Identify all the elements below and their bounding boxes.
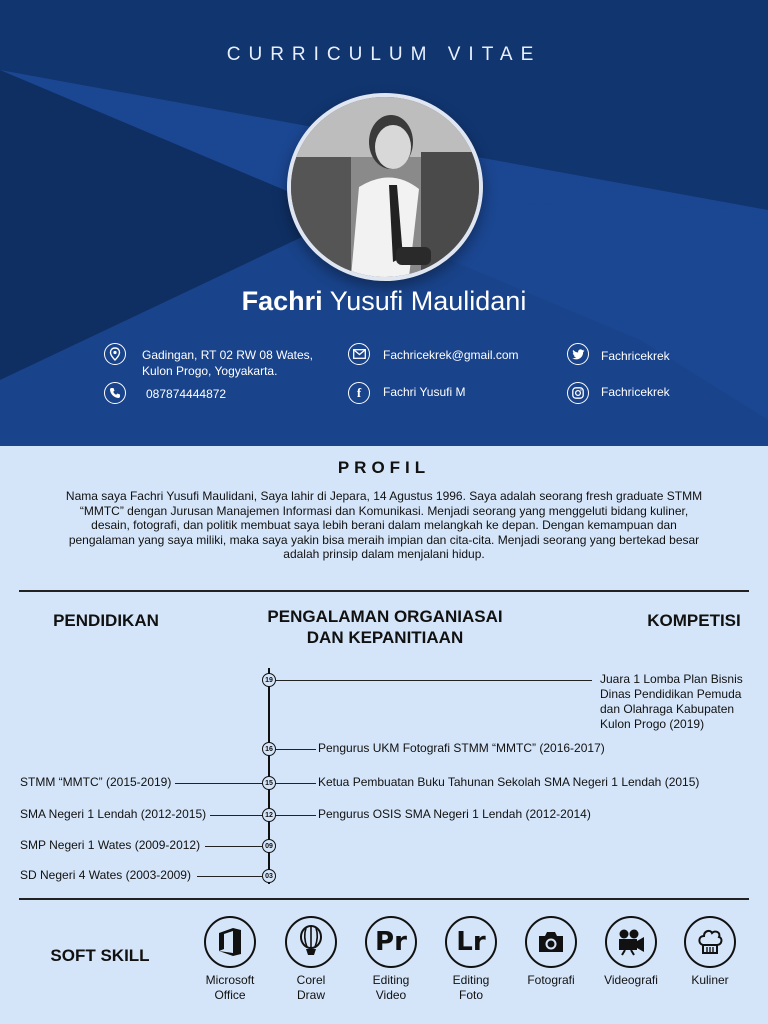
first-name: Fachri (241, 286, 323, 316)
skill-label-line-2: Foto (458, 988, 483, 1002)
timeline-connector (197, 876, 262, 877)
skill-label-line-1: Microsoft (205, 973, 255, 987)
microsoft-office-icon (204, 916, 256, 968)
twitter-handle[interactable]: Fachricekrek (601, 349, 670, 363)
pengalaman-heading (240, 606, 530, 648)
skill-item (511, 916, 591, 988)
timeline-connector (175, 783, 262, 784)
premiere-glyph: Pr (375, 926, 407, 957)
pendidikan-item: SMP Negeri 1 Wates (2009-2012) (20, 838, 201, 852)
full-name (0, 286, 768, 317)
profil-text: Nama saya Fachri Yusufi Maulidani, Saya lahir di Jepara, 14 Agustus 1996. Saya adalah seorang fresh graduate STMM “MMTC” dengan Jurusan Manajemen Informasi dan Komunikasi. Menjadi seorang yang menggeluti bidang kuliner, desain, fotografi, dan politik membuat saya lebih berani dalam melangkah ke depan. Dengan kemampuan dan pengalaman yang saya miliki, maka saya yakin bisa meraih impian dan cita-cita. Menjadi seorang yang bertekad besar adalah prinsip dalam menjalani hidup. (65, 489, 703, 562)
camera-icon (525, 916, 577, 968)
timeline-node: 16 (262, 742, 276, 756)
skill-item (351, 916, 431, 1003)
instagram-icon (567, 382, 589, 404)
timeline-node: 03 (262, 869, 276, 883)
timeline-connector (276, 783, 316, 784)
pengalaman-item: Ketua Pembuatan Buku Tahunan Sekolah SMA Negeri 1 Lendah (2015) (318, 775, 700, 789)
skill-label-line-2: Draw (296, 988, 325, 1002)
instagram-handle[interactable]: Fachricekrek (601, 385, 670, 399)
kompetisi-line: Kulon Progo (2019) (600, 717, 705, 731)
profile-photo (287, 93, 483, 281)
kompetisi-heading: KOMPETISI (647, 611, 741, 630)
profil-heading: PROFIL (337, 458, 431, 477)
soft-skill-heading: SOFT SKILL (50, 946, 150, 965)
skill-label-line-1: Fotografi (527, 973, 575, 987)
skill-label-line-1: Editing (452, 973, 490, 987)
last-name: Yusufi Maulidani (329, 286, 527, 316)
skill-label-line-2: Office (214, 988, 246, 1002)
twitter-icon (567, 343, 589, 365)
location-icon (104, 343, 126, 365)
kompetisi-line: dan Olahraga Kabupaten (600, 702, 735, 716)
chef-hat-icon (684, 916, 736, 968)
header-banner (0, 0, 768, 446)
pengalaman-heading-line-1: PENGALAMAN ORGANIASAI (267, 607, 503, 626)
phone-icon (104, 382, 126, 404)
timeline-connector (276, 749, 316, 750)
pendidikan-heading: PENDIDIKAN (53, 611, 159, 630)
address (142, 347, 313, 379)
cv-title: CURRICULUM VITAE (226, 44, 542, 65)
corel-draw-icon (285, 916, 337, 968)
skill-item (591, 916, 671, 988)
divider-bottom (19, 898, 749, 900)
skill-label-line-1: Corel (296, 973, 326, 987)
address-line-1: Gadingan, RT 02 RW 08 Wates, (142, 348, 313, 362)
email-icon (348, 343, 370, 365)
pengalaman-heading-line-2: DAN KEPANITIAAN (306, 628, 464, 647)
pendidikan-item: SMA Negeri 1 Lendah (2012-2015) (20, 807, 207, 821)
skill-label-line-1: Editing (372, 973, 410, 987)
timeline-node: 19 (262, 673, 276, 687)
pendidikan-item: STMM “MMTC” (2015-2019) (20, 775, 172, 789)
email-address[interactable]: Fachricekrek@gmail.com (383, 348, 519, 362)
address-line-2: Kulon Progo, Yogyakarta. (142, 364, 278, 378)
pengalaman-item: Pengurus UKM Fotografi STMM “MMTC” (2016-2017) (318, 741, 605, 755)
facebook-name[interactable]: Fachri Yusufi M (383, 385, 466, 399)
lightroom-glyph: Lr (456, 926, 486, 957)
timeline-node: 09 (262, 839, 276, 853)
skill-item (190, 916, 270, 1003)
kompetisi-item (600, 672, 760, 732)
skill-item (431, 916, 511, 1003)
timeline-node: 15 (262, 776, 276, 790)
premiere-icon (365, 916, 417, 968)
kompetisi-line: Dinas Pendidikan Pemuda (600, 687, 742, 701)
skill-label-line-2: Video (375, 988, 407, 1002)
kompetisi-line: Juara 1 Lomba Plan Bisnis (600, 672, 743, 686)
video-camera-icon (605, 916, 657, 968)
skill-label-line-1: Kuliner (691, 973, 729, 987)
phone-number[interactable]: 087874444872 (146, 387, 227, 401)
skill-item (670, 916, 750, 988)
skill-item (271, 916, 351, 1003)
pendidikan-item: SD Negeri 4 Wates (2003-2009) (20, 868, 191, 882)
timeline-connector (276, 815, 316, 816)
facebook-icon: f (348, 382, 370, 404)
timeline-node: 12 (262, 808, 276, 822)
lightroom-icon (445, 916, 497, 968)
timeline-connector (210, 815, 262, 816)
skill-label-line-1: Videografi (604, 973, 658, 987)
timeline-connector (276, 680, 592, 681)
divider-top (19, 590, 749, 592)
pengalaman-item: Pengurus OSIS SMA Negeri 1 Lendah (2012-2014) (318, 807, 591, 821)
timeline-connector (205, 846, 262, 847)
